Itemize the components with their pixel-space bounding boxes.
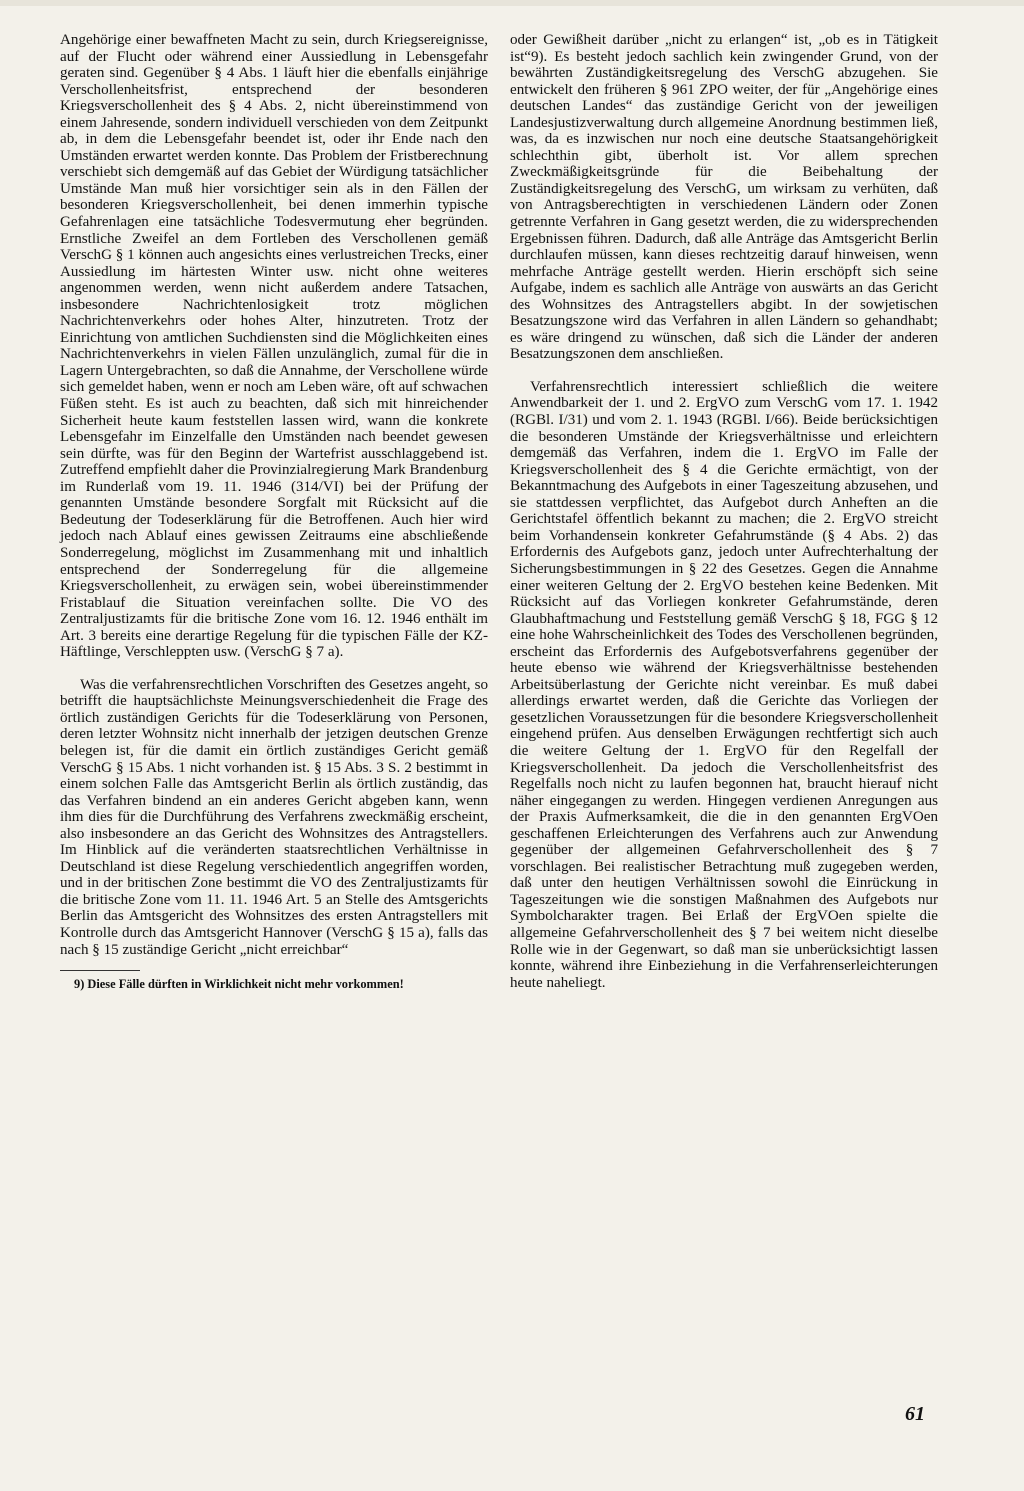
body-paragraph: Angehörige einer bewaffneten Macht zu sein, durch Kriegsereignisse, auf der Flucht oder während einer Aussiedlung in Lebensgefahr geraten sind. Gegenüber § 4 Abs. 1 läuft hier die ebenfalls einjährige Verschollenheitsfrist, entsprechend der besonderen Kriegsverschollenheit des § 4 Abs. 2, nicht übereinstimmend von einem Jahresende, sondern individuell verschieden von dem Zeitpunkt ab, in dem die Lebensgefahr beendet ist, oder ihr Ende nach den Umständen erwartet werden konnte. Das Problem der Fristberechnung verschiebt sich demgemäß auf das Gebiet der Würdigung tatsächlicher Umstände Man muß hier vorsichtiger sein als in den Fällen der besonderen Kriegsverschollenheit, bei denen immerhin typische Gefahrenlagen eine tatsächliche Todesvermutung eher begründen. Ernstliche Zweifel an dem Fortleben des Verschollenen gemäß VerschG § 1 können auch angesichts eines verlustreichen Trecks, einer Aussiedlung im härtesten Winter usw. nicht ohne weiteres angenommen werden, wenn nicht außerdem andere Tatsachen, insbesondere Nachrichtenlosigkeit trotz möglichen Nachrichtenverkehrs oder hohes Alter, hinzutreten. Trotz der Einrichtung von amtlichen Suchdiensten sind die Möglichkeiten eines Nachrichtenverkehrs in vielen Fällen unzulänglich, zumal für die in Lagern Untergebrachten, so daß die Annahme, der Verschollene würde sich gemeldet haben, wenn er noch am Leben wäre, oft auf schwachen Füßen steht. Es ist auch zu beachten, daß sich mit hinreichender Sicherheit heute kaum feststellen lassen wird, wann die konkrete Lebensgefahr im Einzelfalle den Umständen nach beendet gewesen sein dürfte, was für den Beginn der Wartefrist ausschlaggebend ist. Zutreffend empfiehlt daher die Provinzialregierung Mark Brandenburg im Runderlaß vom 19. 11. 1946 (314/VI) bei der Prüfung der genannten Umstände besondere Sorgfalt mit Rücksicht auf die Bedeutung der Todeserklärung für die Betroffenen. Auch hier wird jedoch nach Ablauf eines gewissen Zeitraums eine abschließende Sonderregelung, möglichst im Zusammenhang mit und inhaltlich entsprechend der Sonderregelung für die allgemeine Kriegsverschollenheit, zu erwägen sein, wobei übereinstimmender Fristablauf die Situation vereinfachen sollte. Die VO des Zentraljustizamts für die britische Zone vom 16. 12. 1946 enthält im Art. 3 bereits eine derartige Regelung für die typischen Fälle der KZ-Häftlinge, Verschleppten usw. (VerschG § 7 a). [60,32,488,661]
body-paragraph: Was die verfahrensrechtlichen Vorschriften des Gesetzes angeht, so betrifft die hauptsächlichste Meinungsverschiedenheit die Frage des örtlich zuständigen Gerichts für die Todeserklärung von Personen, deren letzter Wohnsitz nicht innerhalb der jetzigen deutschen Grenze belegen ist, für die damit ein örtlich zuständiges Gericht gemäß VerschG § 15 Abs. 1 nicht vorhanden ist. § 15 Abs. 3 S. 2 bestimmt in einem solchen Falle das Amtsgericht Berlin als örtlich zuständig, das das Verfahren bindend an ein anderes Gericht abgeben kann, wenn ihm dies für die Durchführung des Verfahrens zweckmäßig erscheint, also insbesondere an das Gericht des Wohnsitzes des Antragstellers. Im Hinblick auf die veränderten staatsrechtlichen Verhältnisse in Deutschland ist diese Regelung verschiedentlich angegriffen worden, und in der britischen Zone bestimmt die VO des Zentraljustizamts für die britische Zone vom 11. 11. 1946 Art. 5 an Stelle des Amtsgerichts Berlin das Amtsgericht des Wohnsitzes des ersten Antragstellers mit Kontrolle durch das Amtsgericht Hannover (VerschG § 15 a), falls das nach § 15 zuständige Gericht „nicht erreichbar“ [60,676,488,958]
body-paragraph: Verfahrensrechtlich interessiert schließlich die weitere Anwendbarkeit der 1. und 2. ErgVO zum VerschG vom 17. 1. 1942 (RGBl. I/31) und vom 2. 1. 1943 (RGBl. I/66). Beide berücksichtigen die besonderen Umstände der Kriegsverhältnisse und erleichtern demgemäß das Verfahren, indem die 1. ErgVO im Falle der Kriegsverschollenheit des § 4 die Gerichte ermächtigt, von der Bekanntmachung des Aufgebots in einer Tageszeitung abzusehen, und sie stattdessen verpflichtet, das Aufgebot durch Anheften an die Gerichtstafel öffentlich bekannt zu machen; die 2. ErgVO streicht beim Vorhandensein konkreter Gefahrumstände (§ 4 Abs. 2) das Erfordernis des Aufgebots ganz, jedoch unter Aufrechterhaltung der Sicherungsbestimmungen in § 22 des Gesetzes. Gegen die Annahme einer weiteren Geltung der 2. ErgVO bestehen keine Bedenken. Mit Rücksicht auf das Vorliegen konkreter Gefahrumstände, deren Glaubhaftmachung und Feststellung gemäß VerschG § 18, FGG § 12 eine hohe Wahrscheinlichkeit des Todes des Verschollenen begründen, erscheint das Erfordernis des Aufgebotsverfahrens gegenüber der heute ebenso wie während der Kriegsverhältnisse bestehenden Arbeitsüberlastung der Gerichte nicht vereinbar. Es muß dabei allerdings erwartet werden, daß die Gerichte das Vorliegen der gesetzlichen Voraussetzungen für die besondere Kriegsverschollenheit eingehend prüfen. Aus denselben Erwägungen rechtfertigt sich auch die weitere Geltung der 1. ErgVO für den Regelfall der Kriegsverschollenheit. Da jedoch die Verschollenheitsfrist des Regelfalls noch nicht zu laufen begonnen hat, braucht hierauf nicht näher eingegangen zu werden. Hingegen verdienen Anregungen aus der Praxis Aufmerksamkeit, die die in den genannten ErgVOen geschaffenen Erleichterungen des Verfahrens auch zur Anwendung gegenüber der allgemeinen Gefahrverschollenheit des § 7 vorschlagen. Bei realistischer Betrachtung muß zugegeben werden, daß unter den heutigen Verhältnissen sowohl die Einrückung in Tageszeitungen wie die sonstigen Maßnahmen des Aufgebots nur Symbolcharakter tragen. Bei Erlaß der ErgVOen spielte die allgemeine Gefahrverschollenheit des § 7 bei weitem nicht dieselbe Rolle wie in der Gegenwart, so daß man sie unberücksichtigt lassen konnte, während ihre Einbeziehung in die Verfahrenserleichterungen heute naheliegt. [510,378,938,991]
scan-edge [0,0,1024,6]
footnote: 9) Diese Fälle dürften in Wirklichkeit nicht mehr vorkommen! [74,977,404,992]
right-column [510,32,938,991]
left-column [60,32,488,992]
page-number: 61 [905,1403,925,1425]
body-paragraph: oder Gewißheit darüber „nicht zu erlangen“ ist, „ob es in Tätigkeit ist“9). Es besteht jedoch sachlich kein zwingender Grund, von der bewährten Zuständigkeitsregelung des VerschG abzugehen. Sie entwickelt den früheren § 961 ZPO weiter, der für „Angehörige eines deutschen Landes“ das zuständige Gericht von der jeweiligen Landesjustizverwaltung durch allgemeine Anordnung bestimmen ließ, was, da es inzwischen nur noch eine deutsche Staatsangehörigkeit schlechthin gibt, überholt ist. Vor allem sprechen Zweckmäßigkeitsgründe für die Beibehaltung der Zuständigkeitsregelung des VerschG, um wirksam zu verhüten, daß von Antragsberechtigten in verschiedenen Ländern oder Zonen getrennte Verfahren in Gang gesetzt werden, die zu widersprechenden Ergebnissen führen. Dadurch, daß alle Anträge das Amtsgericht Berlin durchlaufen müssen, kann dieses rechtzeitig darauf hinweisen, wenn mehrfache Anträge gestellt werden. Hierin erschöpft sich seine Aufgabe, indem es sachlich alle Anträge von auswärts an das Gericht des Wohnsitzes des Antragstellers abgibt. In der sowjetischen Besatzungszone wird das Verfahren in allen Ländern so gehandhabt; es wäre dringend zu wünschen, daß sich die Länder der anderen Besatzungszonen dem anschließen. [510,32,938,363]
footnote-rule [60,970,140,971]
